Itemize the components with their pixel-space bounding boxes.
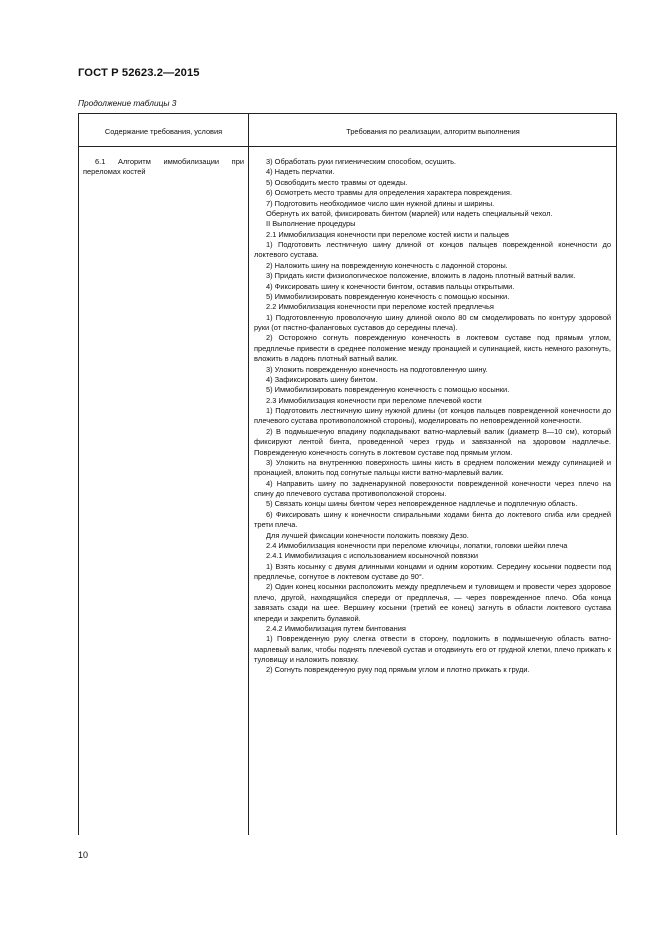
algorithm-line: 2) Согнуть поврежденную руку под прямым углом и плотно прижать к груди. xyxy=(266,665,530,675)
algorithm-line: 5) Связать концы шины бинтом через неповрежденное надплечье и подплечную область. xyxy=(266,499,578,509)
algorithm-line: 3) Обработать руки гигиеническим способом, осушить. xyxy=(266,157,457,166)
algorithm-line: 5) Иммобилизировать поврежденную конечность с помощью косынки. xyxy=(266,385,510,395)
algorithm-line: 1) Взять косынку с двумя длинными концами и одним коротким. Середину косынки подвести под предплечье, согнутое в локтевом суставе до 90°. xyxy=(254,561,611,581)
algorithm-line: 5) Иммобилизировать поврежденную конечность с помощью косынки. xyxy=(266,291,510,301)
algorithm-line: 2.1 Иммобилизация конечности при переломе костей кисти и пальцев xyxy=(266,229,509,239)
requirements-table xyxy=(78,113,617,835)
algorithm-line: Обернуть их ватой, фиксировать бинтом (марлей) или надеть специальный чехол. xyxy=(266,208,553,218)
row-label-cell xyxy=(83,157,244,178)
algorithm-line: 2.4.2 Иммобилизация путем бинтования xyxy=(266,623,406,633)
algorithm-line: Для лучшей фиксации конечности положить повязку Дезо. xyxy=(266,530,469,540)
algorithm-line: II Выполнение процедуры xyxy=(266,219,356,229)
algorithm-line: 4) Направить шину по задненаружной поверхности поврежденной конечности через плечо на спину до плечевого сустава противоположной стороны. xyxy=(254,478,611,498)
algorithm-line: 7) Подготовить необходимое число шин нужной длины и ширины. xyxy=(266,198,495,208)
algorithm-line: 4) Надеть перчатки. xyxy=(266,167,335,177)
algorithm-line: 1) Поврежденную руку слегка отвести в сторону, подложить в подмышечную область ватно-марлевый валик, чтобы поднять плечевой сустав и отодвинуть его от грудной клетки, плечо прижать к туловищу и наложить повязку. xyxy=(254,634,611,664)
row-label: 6.1 Алгоритм иммобилизации при переломах костей xyxy=(83,157,244,177)
algorithm-line: 4) Зафиксировать шину бинтом. xyxy=(266,374,378,384)
page-number: 10 xyxy=(78,850,89,860)
document-standard-number: ГОСТ Р 52623.2—2015 xyxy=(78,67,200,79)
column-divider xyxy=(248,114,249,835)
algorithm-line: 3) Уложить на внутреннюю поверхность шины кисть в среднем положении между супинацией и пронацией, вложить под согнутые пальцы кисти ватно-марлевый валик. xyxy=(254,457,611,478)
algorithm-line: 2.4.1 Иммобилизация с использованием косыночной повязки xyxy=(266,551,479,561)
algorithm-line: 6) Осмотреть место травмы для определения характера повреждения. xyxy=(266,188,513,198)
algorithm-line: 3) Уложить поврежденную конечность на подготовленную шину. xyxy=(266,364,488,374)
table-continuation-caption: Продолжение таблицы 3 xyxy=(78,98,177,108)
algorithm-line: 2.4 Иммобилизация конечности при переломе ключицы, лопатки, головки шейки плеча xyxy=(266,540,568,550)
algorithm-line: 2) Наложить шину на поврежденную конечность с ладонной стороны. xyxy=(266,260,508,270)
algorithm-line: 1) Подготовленную проволочную шину длиной около 80 см смоделировать по контуру здоровой руки (от пястно-фаланговых суставов до середины плеча). xyxy=(254,312,611,332)
algorithm-line: 4) Фиксировать шину к конечности бинтом, оставив пальцы открытыми. xyxy=(266,281,515,291)
algorithm-line: 2.2 Иммобилизация конечности при переломе костей предплечья xyxy=(266,302,494,312)
algorithm-line: 1) Подготовить лестничную шину нужной длины (от концов пальцев поврежденной конечности до плечевого сустава противоположной стороны), моделировать по неповрежденной конечности. xyxy=(254,406,611,426)
algorithm-line: 3) Придать кисти физиологическое положение, вложить в ладонь плотный ватный валик. xyxy=(266,271,576,281)
algorithm-line: 5) Освободить место травмы от одежды. xyxy=(266,177,408,187)
algorithm-line: 2) Осторожно согнуть поврежденную конечность в локтевом суставе под прямым углом, предплечье привести в среднее положение между пронацией и супинацией, кисть немного разогнуть, вложить в ладонь плотный ватный валик. xyxy=(254,333,611,364)
algorithm-line: 6) Фиксировать шину к конечности спиральными ходами бинта до локтевого сгиба или средней трети плеча. xyxy=(254,509,611,530)
algorithm-cell xyxy=(254,157,611,676)
algorithm-line: 1) Подготовить лестничную шину длиной от концов пальцев поврежденной конечности до локтевого сустава. xyxy=(254,240,611,260)
algorithm-line: 2.3 Иммобилизация конечности при переломе плечевой кости xyxy=(266,395,482,405)
header-divider xyxy=(79,146,616,147)
column-header-requirement: Содержание требования, условия xyxy=(104,127,223,136)
algorithm-line: 2) В подмышечную впадину подкладывают ватно-марлевый валик (диаметр 8—10 см), который фиксируют лентой бинта, проведенной через грудь и завязанной на здоровом надплечье. Поврежденную конечность согнуть в локтевом суставе под прямым углом. xyxy=(254,426,611,457)
column-header-algorithm: Требования по реализации, алгоритм выполнения xyxy=(346,127,520,136)
algorithm-line: 2) Один конец косынки расположить между предплечьем и туловищем и провести через здоровое плечо, другой, находящийся спереди от предплечья, — через поврежденное плечо. Оба конца завязать сзади на шее. Вершину косынки (третий ее конец) загнуть в области локтевого сустава кпереди и закрепить булавкой. xyxy=(254,582,611,623)
